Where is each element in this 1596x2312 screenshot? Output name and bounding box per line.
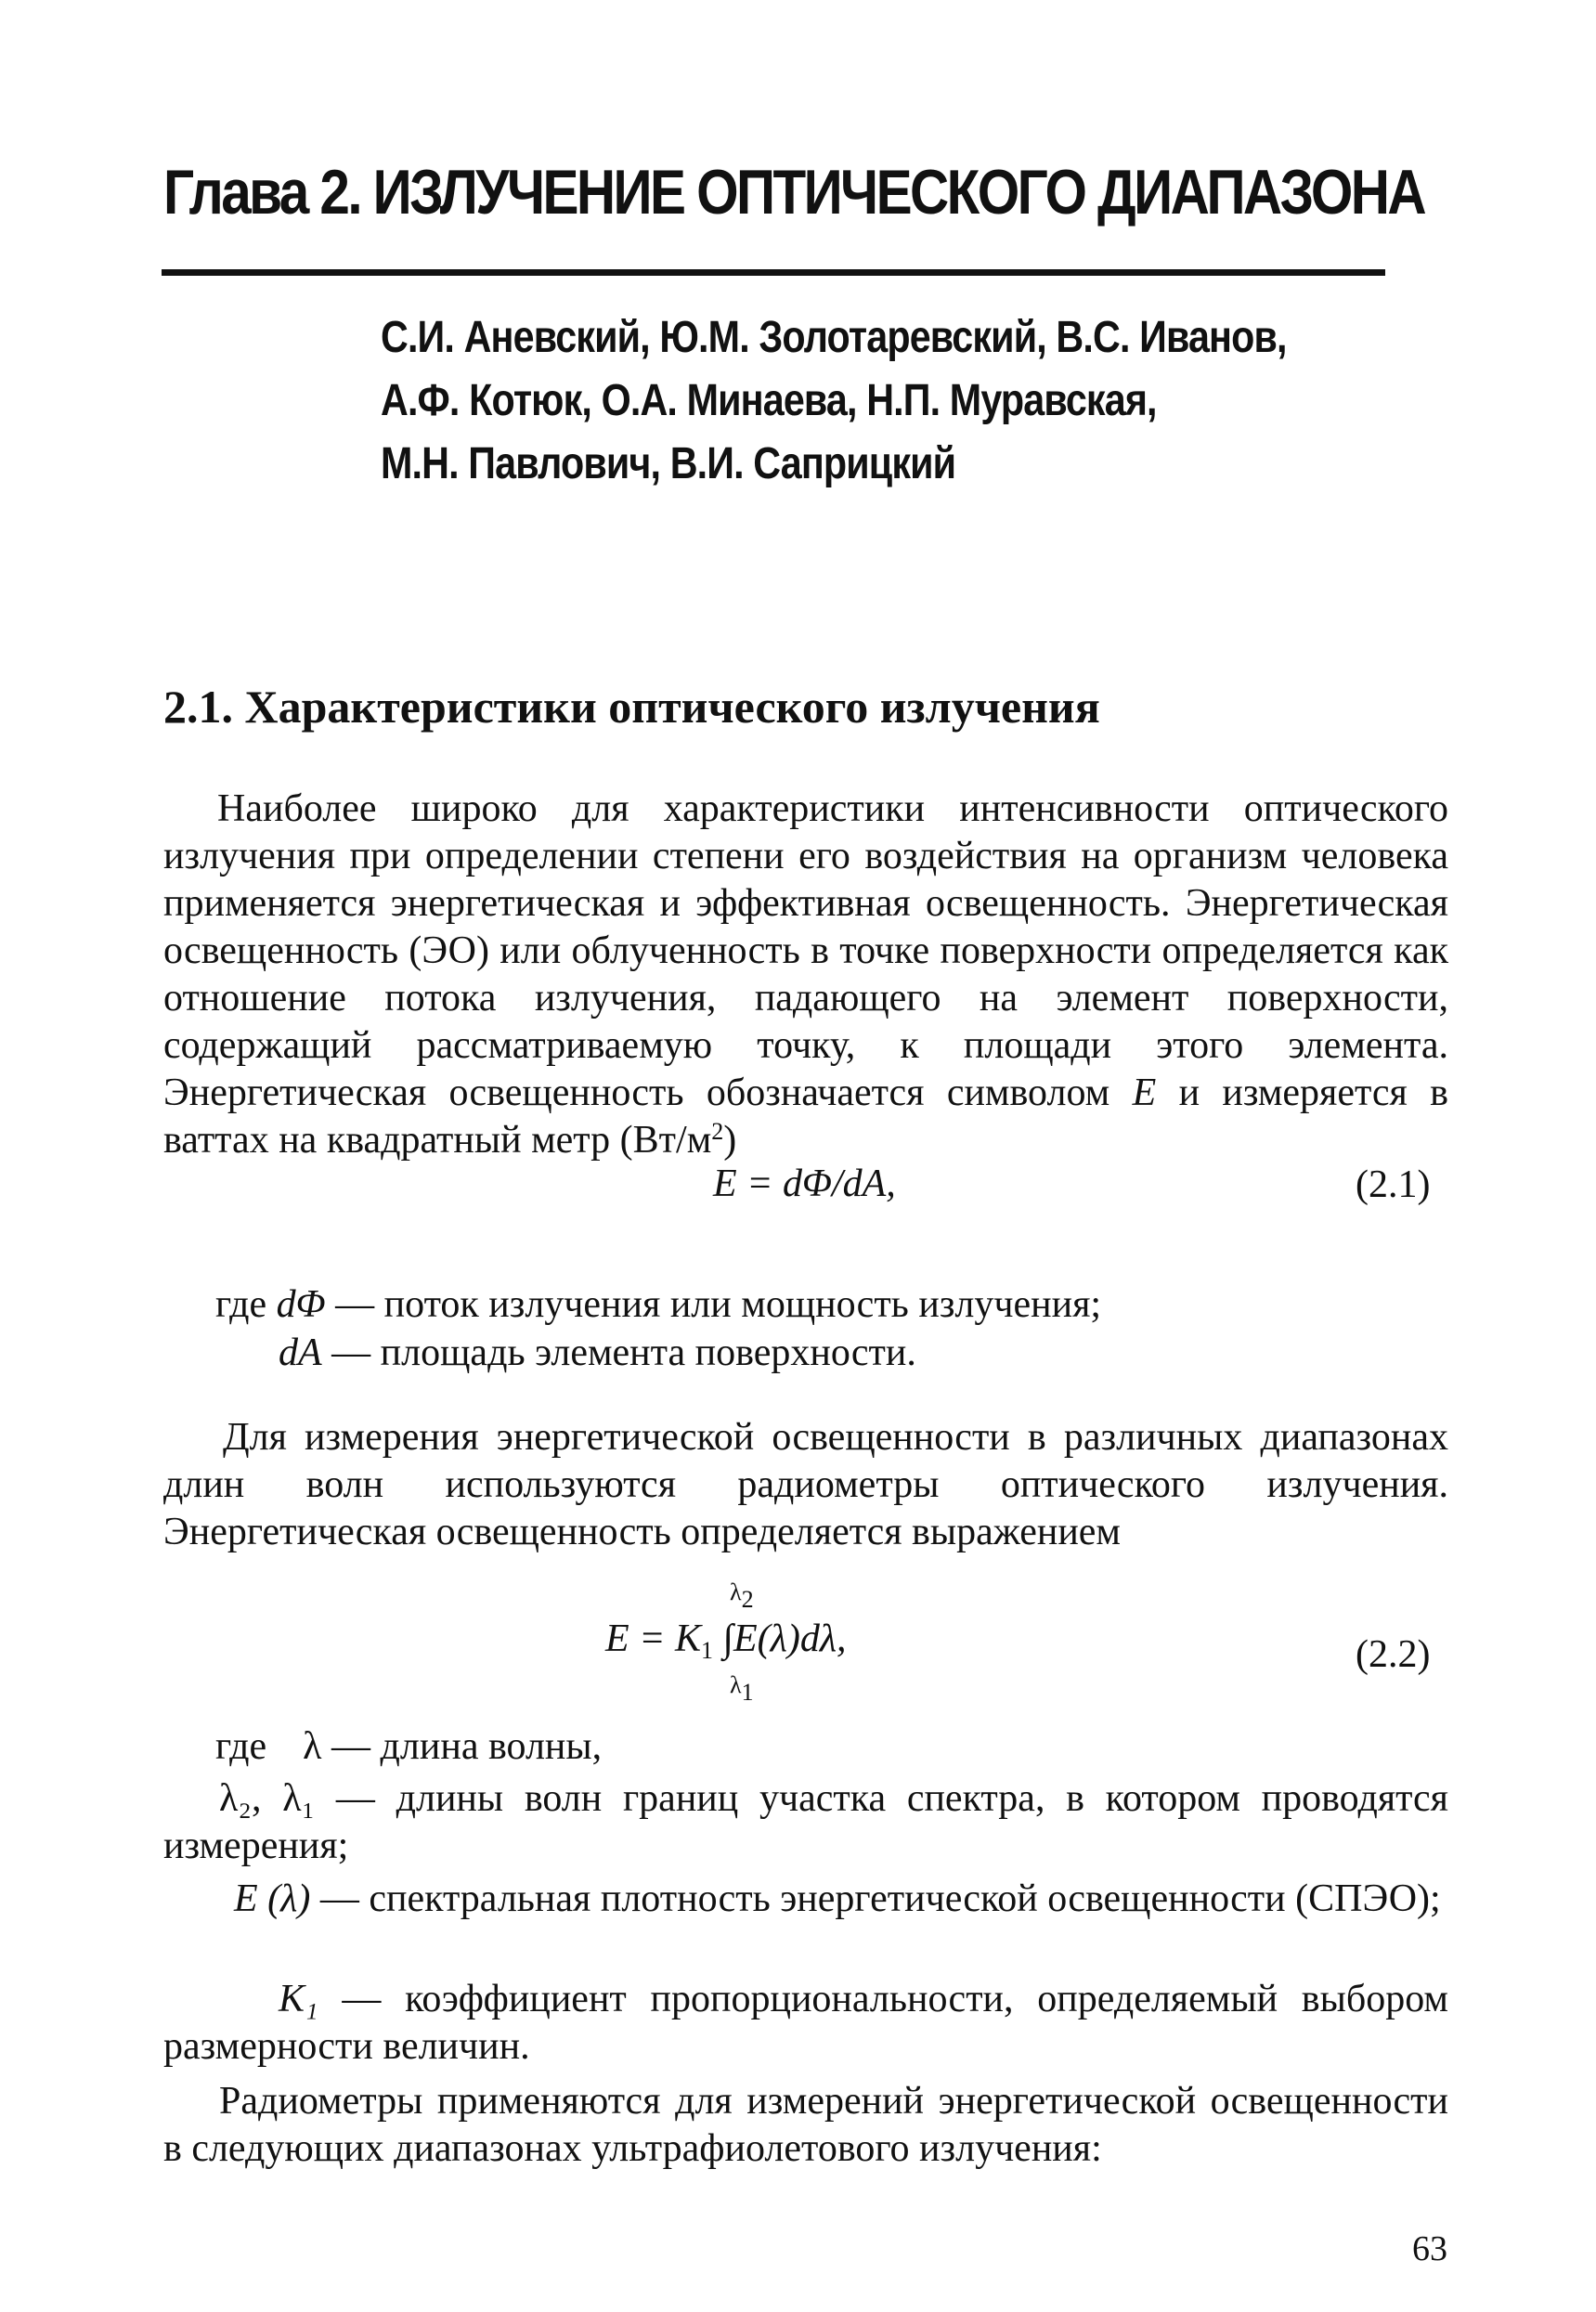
- definition-row: [163, 1775, 1448, 1870]
- close-paren: ): [723, 1119, 737, 1162]
- definition-row: [215, 1281, 1101, 1329]
- section-title: 2.1. Характеристики оптического излучения: [163, 681, 1100, 733]
- definition-symbol: dA: [279, 1331, 322, 1374]
- symbol-e: E: [1132, 1072, 1157, 1114]
- definition-symbol: E (λ): [234, 1877, 311, 1920]
- equation-number: (2.1): [1356, 1163, 1431, 1206]
- page-number: 63: [1412, 2229, 1447, 2268]
- definition-symbol: λ: [303, 1725, 322, 1768]
- paragraph-text: Для измерения энергетической освещенности в различных диапазонах длин волн используются радиометры оптического излучения. Энергетическая освещенность определяется выражением: [163, 1416, 1448, 1553]
- definition-symbol: K₁: [279, 1978, 318, 2020]
- paragraph-1: [163, 786, 1448, 1164]
- unit-superscript: 2: [711, 1118, 724, 1145]
- definition-text: — коэффициент пропорциональности, определяемый выбором размерности величин.: [163, 1978, 1448, 2068]
- equation-2-2: [605, 1616, 847, 1663]
- integral-upper-limit: $\lambda_2$: [730, 1578, 754, 1613]
- definition-text: — поток излучения или мощность излучения;: [335, 1283, 1102, 1326]
- equation-lhs: E = K: [605, 1617, 702, 1660]
- equation-number: (2.2): [1356, 1633, 1431, 1676]
- authors-line: А.Ф. Котюк, О.А. Минаева, Н.П. Муравская,: [381, 376, 1157, 425]
- integral-sign: ∫: [722, 1617, 734, 1660]
- definition-symbol: λ₂, λ₁: [219, 1777, 316, 1820]
- authors-block: [381, 306, 1287, 496]
- paragraph-text: Радиометры применяются для измерений энергетической освещенности в следующих диапазонах ультрафиолетового излучения:: [163, 2080, 1448, 2170]
- where-prefix: где: [215, 1283, 267, 1326]
- definition-row: [215, 1723, 602, 1771]
- definition-text: — спектральная плотность энергетической освещенности (СПЭО);: [319, 1877, 1441, 1920]
- chapter-title: Глава 2. ИЗЛУЧЕНИЕ ОПТИЧЕСКОГО ДИАПАЗОНА: [163, 157, 1425, 227]
- definition-row: [279, 1330, 916, 1377]
- definition-symbol: dΦ: [276, 1283, 326, 1326]
- definition-row: [163, 1876, 1448, 1923]
- k-subscript: 1: [701, 1637, 714, 1664]
- definition-row: [163, 1976, 1448, 2071]
- definition-text: — длины волн границ участка спектра, в котором проводятся измерения;: [163, 1777, 1448, 1867]
- definition-text: — длина волны,: [331, 1725, 603, 1768]
- definition-text: — площадь элемента поверхности.: [331, 1331, 916, 1374]
- paragraph-2: [163, 1414, 1448, 1556]
- where-prefix: где: [215, 1725, 267, 1768]
- paragraph-text-end: и измеряется в ваттах на квадратный метр (Вт/м: [163, 1072, 1448, 1162]
- authors-line: С.И. Аневский, Ю.М. Золотаревский, В.С. Иванов,: [381, 313, 1287, 362]
- integral-lower-limit: $\lambda_1$: [730, 1671, 754, 1706]
- authors-line: М.Н. Павлович, В.И. Саприцкий: [381, 439, 956, 488]
- paragraph-text: Наиболее широко для характеристики интенсивности оптического излучения при определении степени его воздействия на организм человека применяется энергетическая и эффективная освещенность. Энергетическая освещенность (ЭО) или облученность в точке поверхности определяется как отношение потока излучения, падающего на элемент поверхности, содержащий рассматриваемую точку, к площади этого элемента. Энергетическая освещенность обозначается символом: [163, 787, 1448, 1114]
- paragraph-3: [163, 2078, 1448, 2173]
- integrand: E(λ)dλ,: [733, 1617, 847, 1660]
- chapter-rule: [162, 269, 1385, 276]
- equation-2-1: E = dΦ/dA,: [713, 1162, 896, 1205]
